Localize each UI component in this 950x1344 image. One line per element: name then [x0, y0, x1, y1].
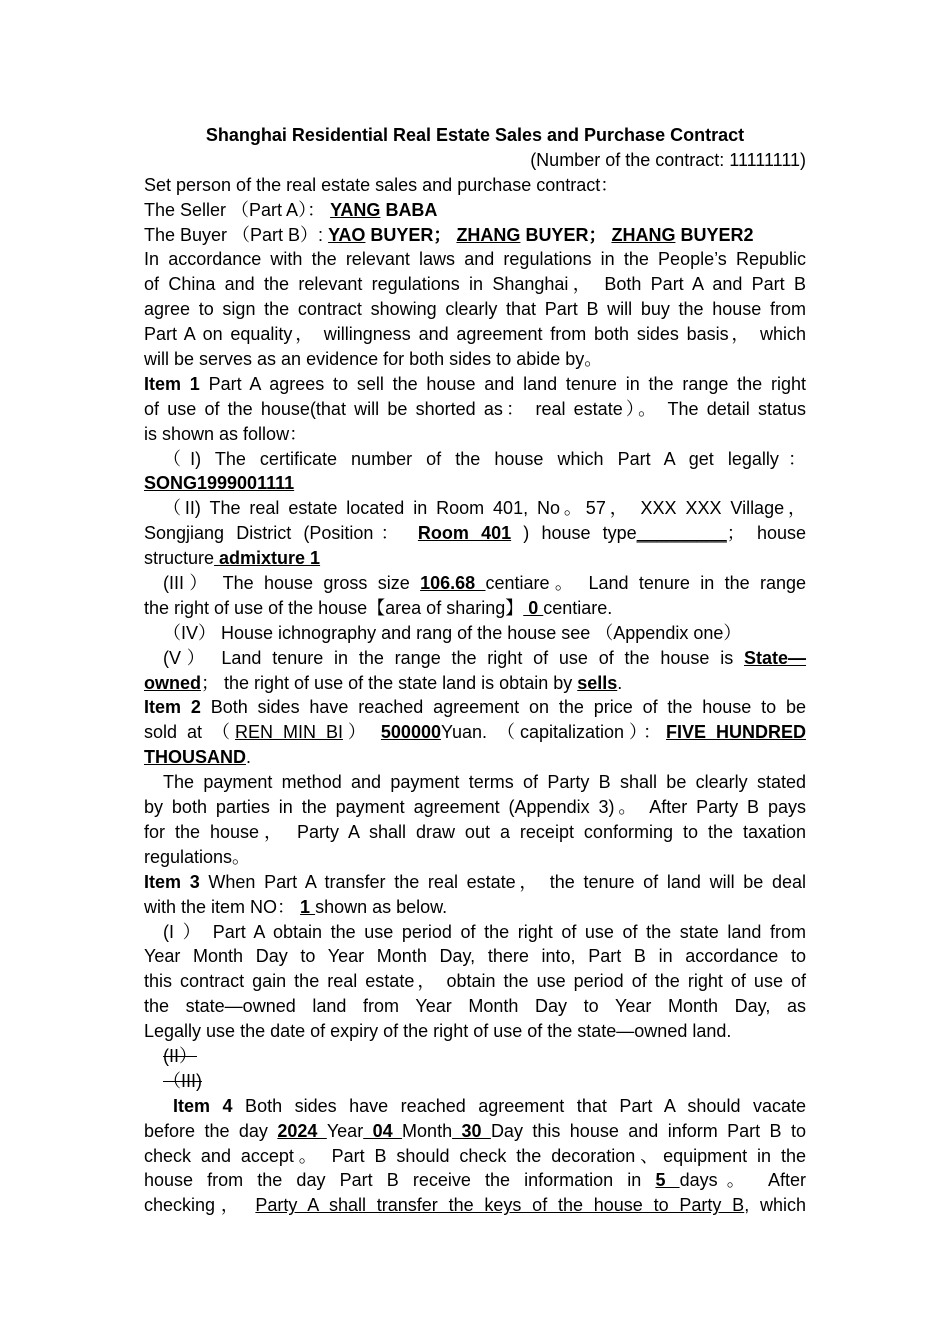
item4-month-label: Month — [402, 1120, 453, 1141]
accordance-line: Part A on equality， willingness and agreement from both sides basis， which — [144, 324, 806, 345]
seller-label: The Seller （Part A）： — [144, 199, 331, 220]
item3-prefix: with the item NO： — [144, 896, 301, 917]
item4-text: Both sides have reached agreement that Part A should vacate — [232, 1095, 806, 1116]
period-line: this contract gain the real estate， obtain the use period of the right of use of — [144, 971, 806, 992]
position-line — [144, 521, 806, 546]
accordance-line: agree to sign the contract showing clearly that Part B will buy the house from — [144, 299, 806, 320]
payment-line-last: regulations。 — [144, 846, 251, 867]
price-currency: REN MIN BI — [234, 722, 343, 743]
structure-prefix: structure — [144, 548, 215, 569]
house-type-blank: _________ — [636, 523, 727, 544]
item4-keys-line — [144, 1193, 806, 1218]
price-words-2: THOUSAND — [144, 747, 246, 768]
certificate-number: SONG1999001111 — [144, 473, 295, 494]
contract-body — [144, 123, 806, 1218]
size-suffix: centiare。 Land tenure in the range — [485, 573, 806, 594]
item1-label: Item 1 — [144, 373, 200, 394]
size-prefix: (III） The house gross size — [163, 573, 421, 594]
house-suffix: ； house — [726, 523, 807, 544]
item4-days-line — [144, 1168, 806, 1193]
location-line: （II) The real estate located in Room 401, No。57， XXX XXX Village， — [163, 498, 806, 519]
item4-day: 30 — [452, 1120, 491, 1141]
buyer-label: The Buyer （Part B）: — [144, 224, 329, 245]
sharing-prefix: the right of use of the house【area of sharing】 — [144, 597, 524, 618]
item4-keys-prefix: checking， — [144, 1195, 256, 1216]
accordance-line: In accordance with the relevant laws and regulations in the People’s Republic — [144, 249, 806, 270]
sharing-suffix: centiare. — [543, 597, 613, 618]
contract-number: (Number of the contract: 11111111) — [530, 149, 806, 170]
struck-clause-iii — [144, 1069, 806, 1094]
item4-keys-clause: Party A shall transfer the keys of the house to Party B — [255, 1195, 745, 1216]
seller-line — [144, 198, 806, 223]
price-middle-2: Yuan. （capitalization）： — [440, 722, 666, 743]
intro-line: Set person of the real estate sales and purchase contract： — [144, 174, 619, 195]
sharing-line — [144, 596, 806, 621]
size-value: 106.68 — [420, 573, 486, 594]
item4-keys-suffix: , which — [744, 1195, 806, 1216]
size-line — [144, 571, 806, 596]
item4-days-prefix: house from the day Part B receive the information in — [144, 1170, 656, 1191]
item4-label: Item 4 — [173, 1095, 233, 1116]
buyer1-first: YAO — [328, 224, 366, 245]
tenure-line-2 — [144, 671, 806, 696]
accordance-line: of China and the relevant regulations in Shanghai， Both Part A and Part B — [144, 274, 806, 295]
structure-value: admixture 1 — [214, 548, 321, 569]
buyer-line — [144, 223, 806, 248]
period-line: the state—owned land from Year Month Day to Year Month Day, as — [144, 996, 806, 1017]
struck-text: （III) — [163, 1070, 202, 1091]
buyer2-last: BUYER； — [520, 224, 612, 245]
item4-year-label: Year — [326, 1120, 364, 1141]
price-amount: 500000 — [380, 722, 441, 743]
tenure-end: . — [617, 672, 623, 693]
struck-clause-ii — [144, 1044, 806, 1069]
contract-title: Shanghai Residential Real Estate Sales and Purchase Contract — [205, 125, 745, 145]
item4-year: 2024 — [277, 1120, 327, 1141]
tenure-middle: ； the right of use of the state land is obtain by — [201, 672, 578, 693]
buyer1-last: BUYER； — [365, 224, 457, 245]
item4-days: 5 — [655, 1170, 680, 1191]
item1-line: of use of the house(that will be shorted as： real estate）。 The detail status — [144, 398, 806, 419]
price-line — [144, 720, 806, 745]
item4-days-suffix: days。 After — [679, 1170, 806, 1191]
buyer3-first: ZHANG — [611, 224, 676, 245]
item3-line-2 — [144, 895, 806, 920]
payment-line: The payment method and payment terms of Party B shall be clearly stated — [163, 772, 806, 793]
item4-line: check and accept。 Part B should check the decoration、equipment in the — [144, 1145, 806, 1166]
item3-number: 1 — [300, 896, 316, 917]
tenure-line — [144, 646, 806, 671]
struck-text: (II） — [163, 1045, 197, 1066]
item3-text: When Part A transfer the real estate， the tenure of land will be deal — [199, 871, 807, 892]
buyer2-first: ZHANG — [456, 224, 521, 245]
structure-line — [144, 546, 806, 571]
tenure-type-part2: owned — [144, 672, 201, 693]
item1-text: Part A agrees to sell the house and land tenure in the range the right — [199, 373, 806, 394]
price-middle-1: ） — [342, 722, 381, 743]
price-words-1: FIVE HUNDRED — [666, 722, 806, 743]
ichnography-line: （IV） House ichnography and rang of the house see （Appendix one） — [163, 622, 742, 643]
certificate-number-line — [144, 471, 806, 496]
item2-text: Both sides have reached agreement on the price of the house to be — [200, 697, 806, 718]
period-line: Year Month Day to Year Month Day, there into, Part B in accordance to — [144, 946, 806, 967]
sharing-value: 0 — [523, 597, 544, 618]
payment-line: by both parties in the payment agreement (Appendix 3)。 After Party B pays — [144, 797, 806, 818]
position-suffix: ) house type — [511, 523, 637, 544]
period-line: (I ） Part A obtain the use period of the right of use of the state land from — [163, 921, 806, 942]
certificate-line: （I) The certificate number of the house which Part A get legally： — [163, 448, 806, 469]
item4-month: 04 — [363, 1120, 403, 1141]
position-value: Room 401 — [417, 523, 512, 544]
tenure-prefix: (V） Land tenure in the range the right of use of the house is — [163, 647, 744, 668]
item3-suffix: shown as below. — [315, 896, 448, 917]
item1-line — [144, 372, 806, 397]
item1-line: is shown as follow： — [144, 423, 308, 444]
price-line-2 — [144, 745, 806, 770]
seller-name-first: YANG — [330, 199, 381, 220]
tenure-method: sells — [577, 672, 618, 693]
item2-label: Item 2 — [144, 697, 201, 718]
accordance-line-last: will be serves as an evidence for both sides to abide by。 — [144, 349, 603, 370]
buyer3-last: BUYER2 — [675, 224, 754, 245]
period-line-last: Legally use the date of expiry of the right of use of the state—owned land. — [144, 1021, 732, 1042]
item3-label: Item 3 — [144, 871, 200, 892]
item4-day-label: Day this house and inform Part B to — [490, 1120, 806, 1141]
item4-date-line — [144, 1119, 806, 1144]
item2-line — [144, 695, 806, 720]
item4-before: before the day — [144, 1120, 278, 1141]
seller-name-last: BABA — [380, 199, 438, 220]
price-end: . — [246, 747, 252, 768]
tenure-type-part1: State— — [743, 647, 806, 668]
payment-line: for the house， Party A shall draw out a receipt conforming to the taxation — [144, 821, 806, 842]
position-prefix: Songjiang District (Position： — [144, 523, 418, 544]
item4-line — [144, 1094, 806, 1119]
item3-line — [144, 870, 806, 895]
price-prefix: sold at （ — [144, 722, 235, 743]
